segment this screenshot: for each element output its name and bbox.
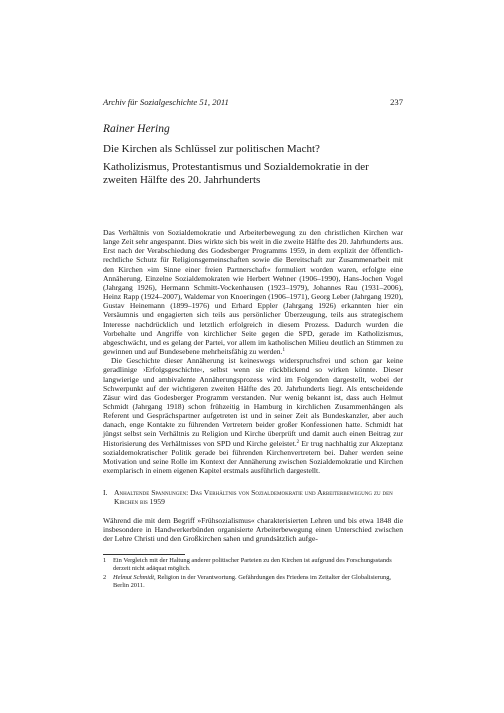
footnote <box>103 557 403 573</box>
footnotes <box>103 557 403 591</box>
paragraph-text: Die Geschichte dieser Annäherung ist keineswegs widerspruchsfrei und schon gar keine geradlinige ›Erfolgsgeschichte‹, selbst wenn sie rückblickend so wirken könnte. Dieser langwierige und ambivalente Annäherungsprozess wird im Folgenden dargestellt, wobei der Schwerpunkt auf der wichtigeren zweiten Hälfte des 20. Jahrhunderts liegt. Als entscheidende Zäsur wird das Godesberger Programm verstanden. Nur wenig bekannt ist, dass auch Helmut Schmidt (Jahrgang 1918) schon frühzeitig in Hamburg in kirchlichen Zusammenhängen als Referent und Gesprächspartner aufgetreten ist und in seiner Zeit als Bundeskanzler, aber auch danach, enge Kontakte zu führenden Vertretern beider großer Konfessionen hatte. Schmidt hat jüngst selbst sein Verhältnis zu Religion und Kirche überprüft und damit auch einen Beitrag zur Historisierung des Verhältnisses von SPD und Kirche geleistet. <box>103 356 403 448</box>
section-body <box>103 516 403 543</box>
article-title: Die Kirchen als Schlüssel zur politischen Macht? <box>103 143 320 155</box>
page-number: 237 <box>390 97 403 107</box>
footnote-marker[interactable]: 2 <box>296 439 300 445</box>
journal-citation: Archiv für Sozialgeschichte 51, 2011 <box>103 97 229 107</box>
footnote-text: Ein Vergleich mit der Haltung anderer politischer Parteien zu den Kirchen ist aufgrund des Forschungsstands derzeit nicht adäquat möglich. <box>113 557 392 572</box>
article-body <box>103 228 403 475</box>
footnote-number: 1 <box>103 557 107 564</box>
footnote <box>103 574 403 590</box>
section-paragraph: Während die mit dem Begriff »Frühsozialismus« charakterisierten Lehren und bis etwa 1848 die insbesondere in Handwerkerbünden organisierte Arbeiterbewegung einen Unterschied zwischen der Lehre Christi und den Großkirchen sahen und grundsätzlich aufge- <box>103 516 403 544</box>
article-subtitle: Katholizismus, Protestantismus und Sozialdemokratie in der zweiten Hälfte des 20. Jahrhunderts <box>103 161 369 186</box>
paragraph-text: Er trug nachhaltig zur Akzeptanz sozialdemokratischer Politik gerade bei führenden Kirchenvertretern bei. Daher werden seine Motivation und seine Rolle im Kontext der Annäherung zwischen Sozialdemokratie und Kirchen exemplarisch in einem eigenen Kapitel erstmals ausführlich dargestellt. <box>103 438 403 476</box>
article-author: Rainer Hering <box>103 123 170 135</box>
body-paragraph <box>103 356 403 475</box>
footnote-author: Helmut Schmidt <box>113 574 154 581</box>
section-title: Anhaltende Spannungen: Das Verhältnis von Sozialdemokratie und Arbeiterbewegung zu den Kirchen bis 1959 <box>114 488 393 507</box>
section-number: I. <box>103 488 108 497</box>
footnote-number: 2 <box>103 574 107 581</box>
footnote-divider <box>103 554 185 555</box>
body-paragraph <box>103 228 403 356</box>
footnote-reference: , Religion in der Verantwortung. Gefährdungen des Friedens im Zeitalter der Globalisierung, Berlin 2011. <box>113 574 391 589</box>
section-heading <box>103 488 403 506</box>
paragraph-text: Das Verhältnis von Sozialdemokratie und Arbeiterbewegung zu den christlichen Kirchen war lange Zeit sehr angespannt. Dies wirkte sich bis weit in die zweite Hälfte des 20. Jahrhunderts aus. Erst nach der Verabschiedung des Godesberger Programms 1959, in dem explizit der öffentlich-rechtliche Schutz für Religionsgemeinschaften sowie die Bereitschaft zur Zusammenarbeit mit den Kirchen »im Sinne einer freien Partnerschaft« formuliert worden waren, erfolgte eine Annäherung. Einzelne Sozialdemokraten wie Herbert Wehner (1906–1990), Hans-Jochen Vogel (Jahrgang 1926), Hermann Schmitt-Vockenhausen (1923–1979), Johannes Rau (1931–2006), Heinz Rapp (1924–2007), Waldemar von Knoeringen (1906–1971), Georg Leber (Jahrgang 1920), Gustav Heinemann (1899–1976) und Erhard Eppler (Jahrgang 1926) erkannten hier ein Versäumnis und engagierten sich teils aus persönlicher Überzeugung, teils aus strategischem Interesse nachdrücklich und letztlich erfolgreich in diesem Prozess. Dadurch wurden die Vorbehalte und Angriffe von kirchlicher Seite gegen die SPD, gerade im Katholizismus, abgeschwächt, und es gelang der Partei, vor allem im katholischen Milieu deutlich an Stimmen zu gewinnen und auf Bundesebene mehrheitsfähig zu werden. <box>103 228 403 357</box>
running-header <box>103 97 403 108</box>
footnote-text <box>113 574 403 590</box>
footnote-marker[interactable]: 1 <box>282 348 285 354</box>
